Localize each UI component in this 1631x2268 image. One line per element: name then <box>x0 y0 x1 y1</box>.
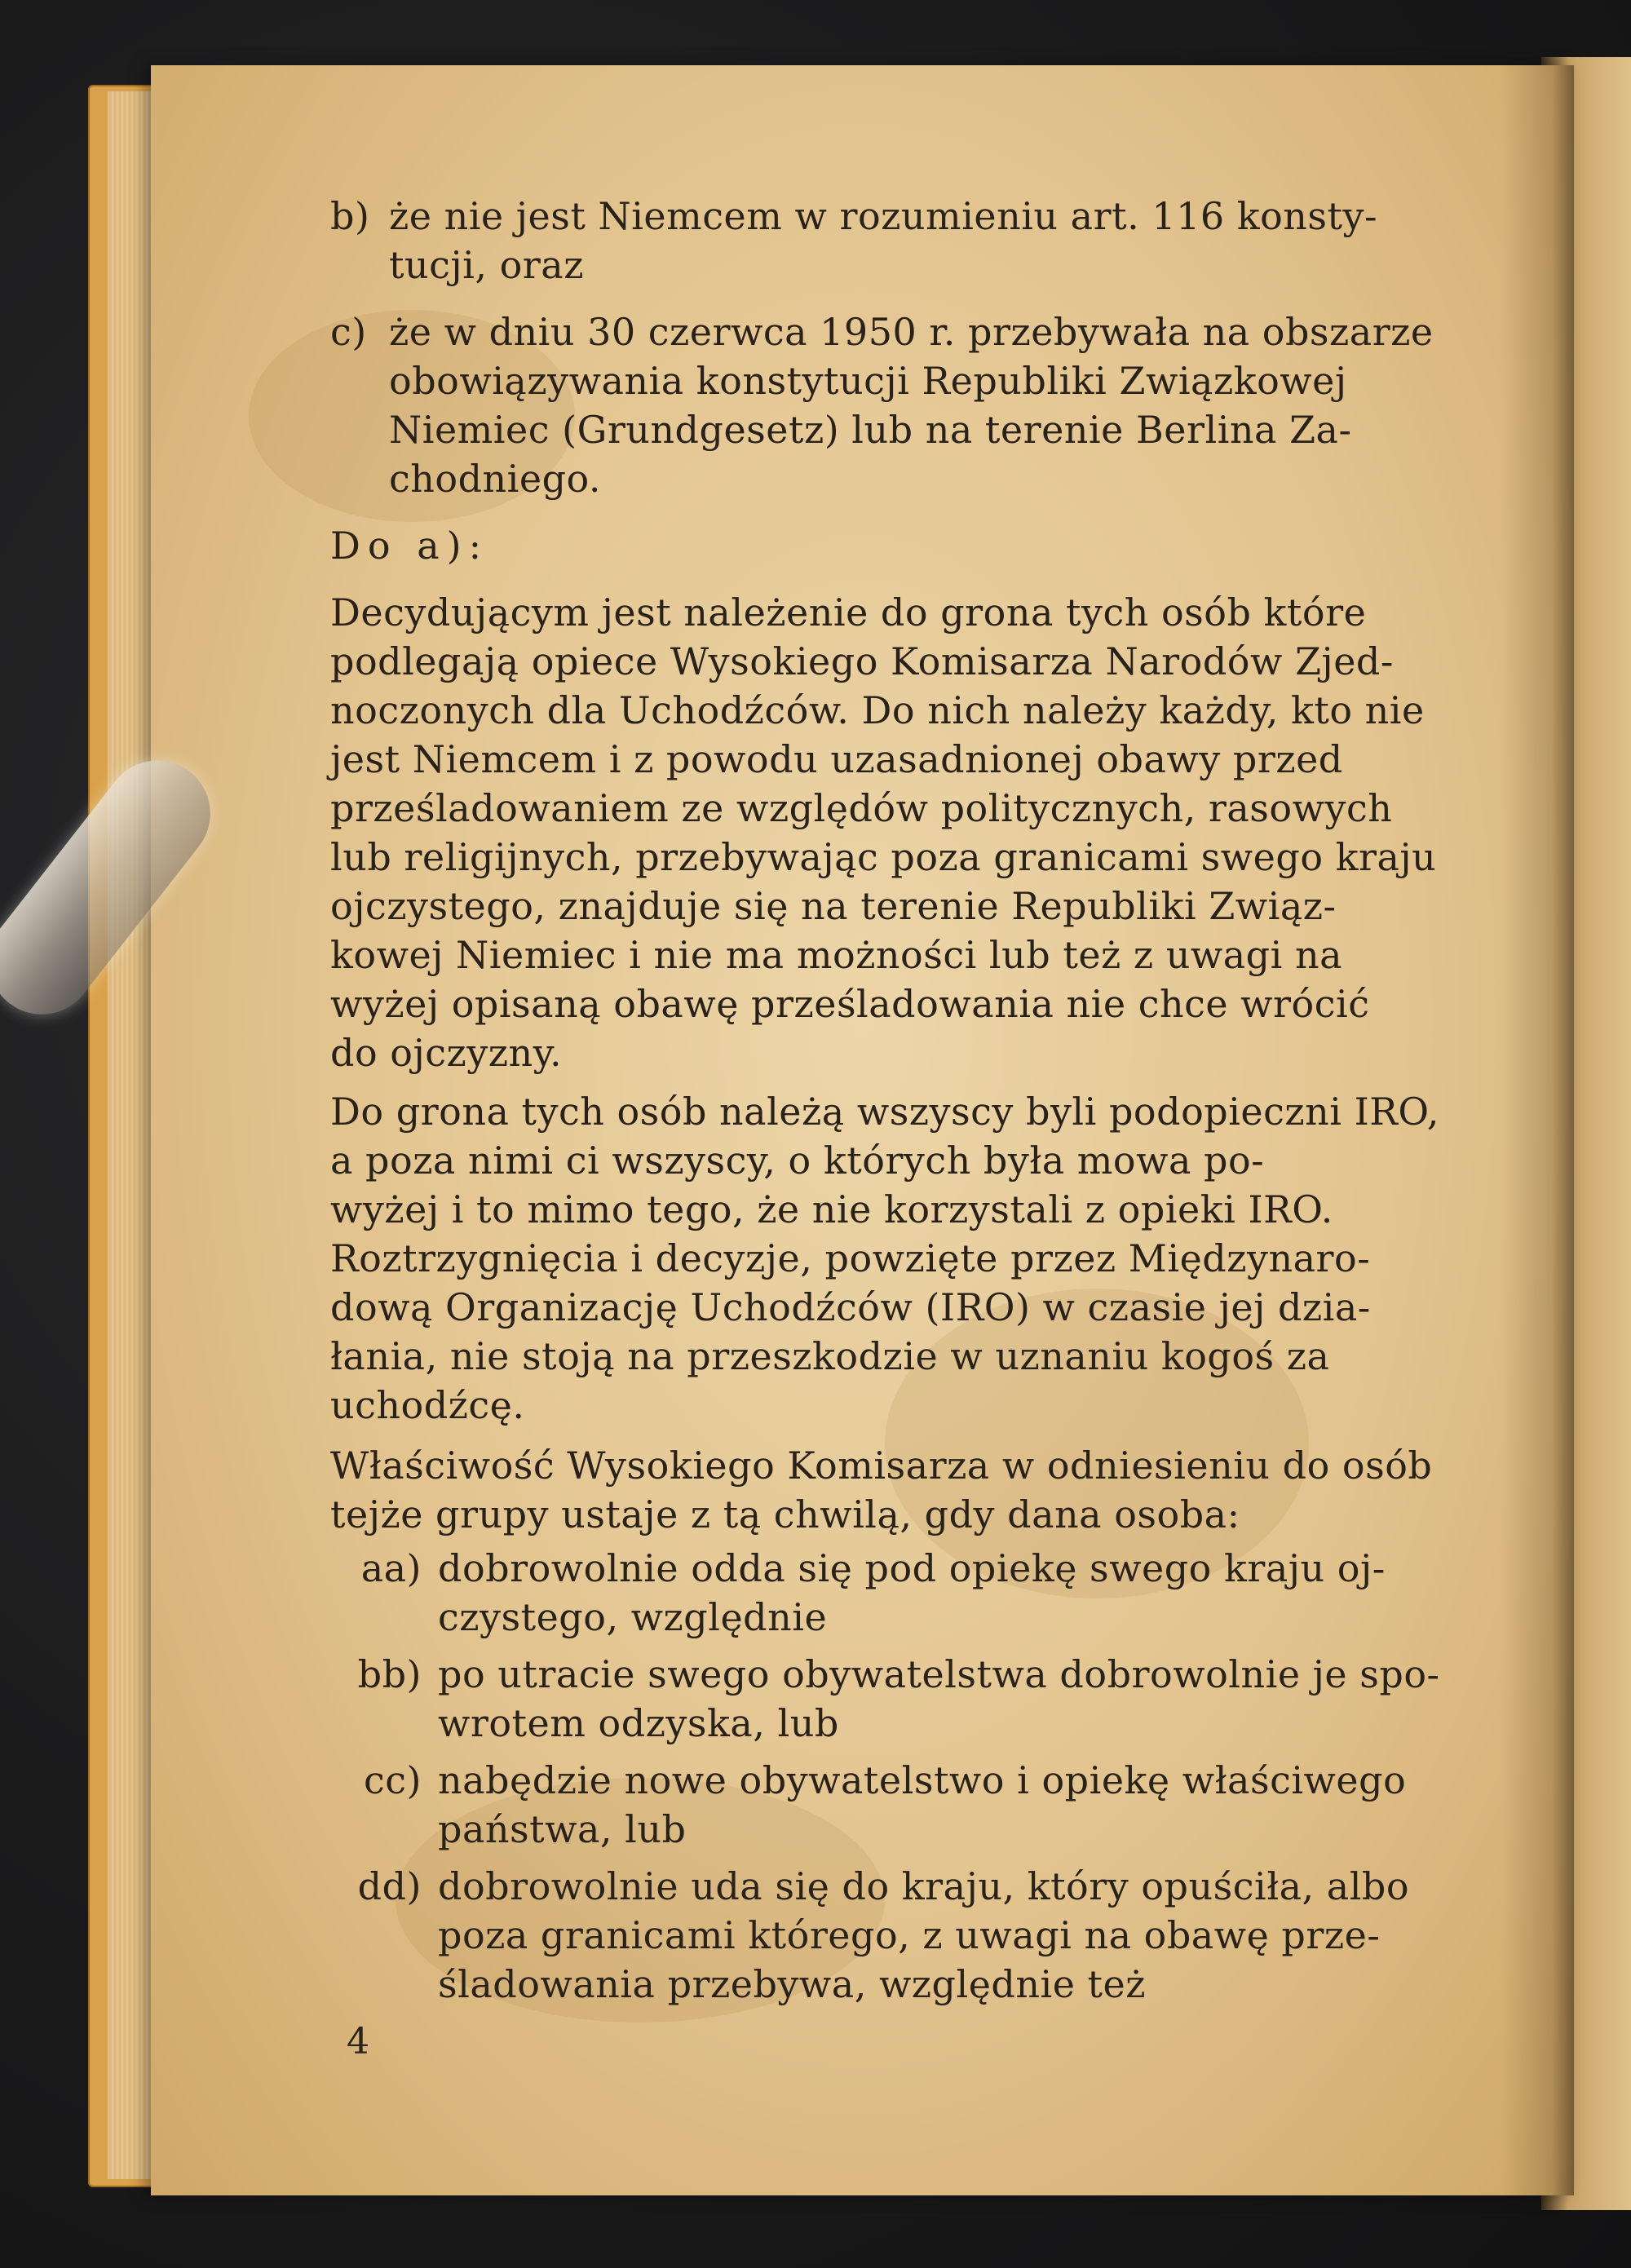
item-label: cc) <box>364 1758 422 1802</box>
paragraph-1 <box>330 588 1488 1077</box>
list-item-aa <box>330 1544 1488 1642</box>
paragraph-line: Decydującym jest należenie do grona tych osób które <box>330 590 1367 634</box>
item-line: wrotem odzyska, lub <box>438 1701 839 1745</box>
item-line: nabędzie nowe obywatelstwo i opiekę właściwego <box>438 1758 1407 1802</box>
paragraph-3 <box>330 1441 1488 1539</box>
list-item-b <box>330 192 1488 290</box>
paragraph-line: kowej Niemiec i nie ma możności lub też z uwagi na <box>330 933 1343 977</box>
paragraph-line: łania, nie stoją na przeszkodzie w uznaniu kogoś za <box>330 1334 1330 1378</box>
list-item-cc <box>330 1756 1488 1854</box>
item-line: że w dniu 30 czerwca 1950 r. przebywała na obszarze <box>389 310 1434 354</box>
section-heading: Do a): <box>330 524 489 568</box>
paragraph-line: prześladowaniem ze względów politycznych, rasowych <box>330 786 1393 830</box>
list-item-c <box>330 307 1488 503</box>
item-line: poza granicami którego, z uwagi na obawę prze- <box>438 1913 1381 1957</box>
paragraph-line: Roztrzygnięcia i decyzje, powzięte przez Międzynaro- <box>330 1236 1371 1280</box>
page-text <box>330 192 1488 2009</box>
paragraph-line: jest Niemcem i z powodu uzasadnionej obawy przed <box>330 737 1343 781</box>
paragraph-line: dową Organizację Uchodźców (IRO) w czasie jej dzia- <box>330 1285 1371 1329</box>
paragraph-line: Właściwość Wysokiego Komisarza w odniesieniu do osób <box>330 1443 1433 1488</box>
item-label: bb) <box>357 1652 422 1696</box>
paragraph-line: do ojczyzny. <box>330 1031 563 1075</box>
item-line: po utracie swego obywatelstwa dobrowolnie je spo- <box>438 1652 1440 1696</box>
paragraph-line: podlegają opiece Wysokiego Komisarza Narodów Zjed- <box>330 639 1394 683</box>
list-item-dd <box>330 1862 1488 2009</box>
paragraph-line: Do grona tych osób należą wszyscy byli podopieczni IRO, <box>330 1090 1440 1134</box>
item-line: dobrowolnie uda się do kraju, który opuściła, albo <box>438 1864 1410 1908</box>
item-line: chodniego. <box>389 457 602 501</box>
list-item-bb <box>330 1650 1488 1748</box>
item-line: obowiązywania konstytucji Republiki Związkowej <box>389 359 1347 403</box>
page-number: 4 <box>347 2021 369 2062</box>
item-label: c) <box>330 310 367 354</box>
item-line: czystego, względnie <box>438 1595 828 1639</box>
item-line: tucji, oraz <box>389 243 584 287</box>
gutter-shadow <box>1501 65 1574 2195</box>
paragraph-2 <box>330 1087 1488 1430</box>
paragraph-line: lub religijnych, przebywając poza granicami swego kraju <box>330 835 1437 879</box>
paragraph-line: noczonych dla Uchodźców. Do nich należy każdy, kto nie <box>330 688 1425 732</box>
item-line: śladowania przebywa, względnie też <box>438 1962 1146 2006</box>
paragraph-line: wyżej i to mimo tego, że nie korzystali z opieki IRO. <box>330 1187 1333 1231</box>
item-line: że nie jest Niemcem w rozumieniu art. 116 konsty- <box>389 194 1378 238</box>
item-label: dd) <box>357 1864 422 1908</box>
paragraph-line: wyżej opisaną obawę prześladowania nie chce wrócić <box>330 982 1370 1026</box>
item-line: dobrowolnie odda się pod opiekę swego kraju oj- <box>438 1546 1386 1590</box>
paragraph-line: uchodźcę. <box>330 1383 525 1427</box>
item-line: Niemiec (Grundgesetz) lub na terenie Berlina Za- <box>389 408 1352 452</box>
paragraph-line: ojczystego, znajduje się na terenie Republiki Związ- <box>330 884 1337 928</box>
paragraph-line: tejże grupy ustaje z tą chwilą, gdy dana osoba: <box>330 1492 1240 1536</box>
item-label: aa) <box>360 1546 422 1590</box>
item-label: b) <box>330 194 370 238</box>
paragraph-line: a poza nimi ci wszyscy, o których była mowa po- <box>330 1138 1265 1183</box>
item-line: państwa, lub <box>438 1807 687 1851</box>
